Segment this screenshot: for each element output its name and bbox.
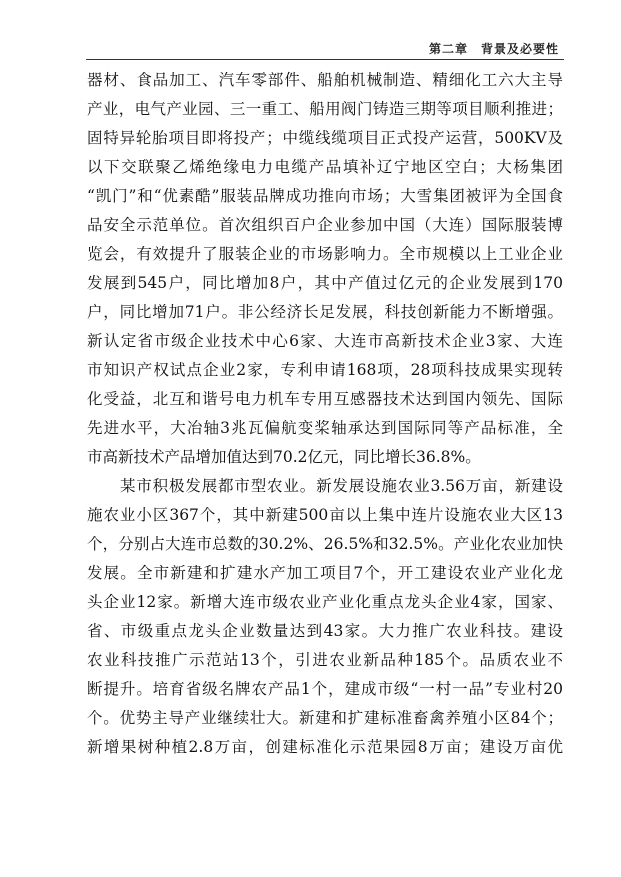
paragraph-1-line-8: 发展到545户，同比增加8户，其中产值过亿元的企业发展到170 (87, 274, 563, 292)
paragraph-1-line-10: 新认定省市级企业技术中心6家、大连市高新技术企业3家、大连 (87, 332, 563, 350)
paragraph-1-line-2: 产业，电气产业园、三一重工、船用阀门铸造三期等项目顺利推进； (87, 100, 563, 118)
paragraph-1-line-12: 化受益，北互和谐号电力机车专用互感器技术达到国内领先、国际 (87, 390, 563, 408)
paragraph-1-line-4: 以下交联聚乙烯绝缘电力电缆产品填补辽宁地区空白；大杨集团 (87, 158, 563, 176)
paragraph-1-line-13: 先进水平，大冶轴3兆瓦偏航变桨轴承达到国际同等产品标准，全 (87, 419, 563, 437)
paragraph-1-line-11: 市知识产权试点企业2家，专利申请168项，28项科技成果实现转 (87, 361, 563, 379)
paragraph-2-line-10: 新增果树种植2.8万亩，创建标准化示范果园8万亩；建设万亩优 (87, 738, 563, 756)
paragraph-1-line-1: 器材、食品加工、汽车零部件、船舶机械制造、精细化工六大主导 (87, 71, 563, 89)
paragraph-2-line-3: 个，分别占大连市总数的30.2%、26.5%和32.5%。产业化农业加快 (87, 535, 563, 553)
header-rule (86, 59, 564, 60)
paragraph-1-line-9: 户，同比增加71户。非公经济长足发展，科技创新能力不断增强。 (87, 303, 563, 321)
paragraph-2-line-2: 施农业小区367个，其中新建500亩以上集中连片设施农业大区13 (87, 506, 563, 524)
paragraph-2-line-8: 断提升。培育省级名牌农产品1个，建成市级“一村一品”专业村20 (87, 680, 563, 698)
paragraph-1-line-6: 品安全示范单位。首次组织百户企业参加中国（大连）国际服装博 (87, 216, 563, 234)
paragraph-1-line-7: 览会，有效提升了服装企业的市场影响力。全市规模以上工业企业 (87, 245, 563, 263)
paragraph-2-line-4: 发展。全市新建和扩建水产加工项目7个，开工建设农业产业化龙 (87, 564, 563, 582)
paragraph-1-line-14: 市高新技术产品增加值达到70.2亿元，同比增长36.8%。 (87, 448, 481, 466)
paragraph-1-line-3: 固特异轮胎项目即将投产；中缆线缆项目正式投产运营，500KV及 (87, 129, 563, 147)
body-text (87, 66, 563, 762)
running-header: 第二章 背景及必要性 (428, 42, 559, 56)
paragraph-2-line-6: 省、市级重点龙头企业数量达到43家。大力推广农业科技。建设 (87, 622, 563, 640)
paragraph-2-line-9: 个。优势主导产业继续壮大。新建和扩建标准畜禽养殖小区84个； (87, 709, 563, 727)
paragraph-2-line-1: 某市积极发展都市型农业。新发展设施农业3.56万亩，新建设 (120, 477, 563, 495)
paragraph-2-line-7: 农业科技推广示范站13个，引进农业新品种185个。品质农业不 (87, 651, 563, 669)
paragraph-1-line-5: “凯门”和“优素酷”服装品牌成功推向市场；大雪集团被评为全国食 (87, 187, 563, 205)
paragraph-2-line-5: 头企业12家。新增大连市级农业产业化重点龙头企业4家，国家、 (87, 593, 563, 611)
